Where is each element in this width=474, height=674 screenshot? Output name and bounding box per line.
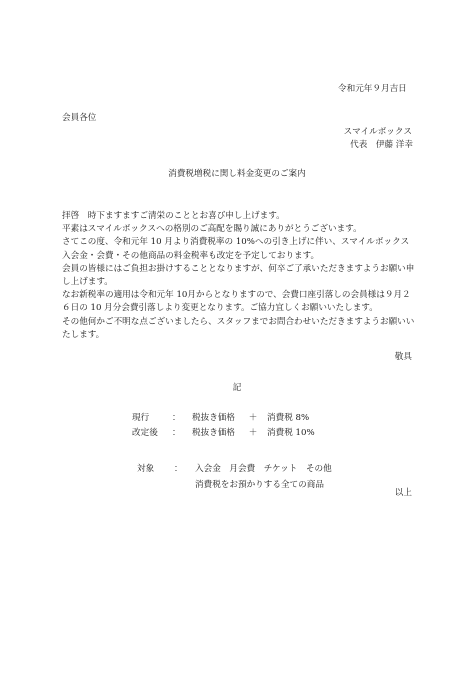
rate-base: 税抜き価格 <box>192 413 235 423</box>
body-paragraph-thanks: 平素はスマイルボックスへの格別のご高配を賜り誠にありがとうございます。 <box>62 224 362 235</box>
target-row <box>137 461 332 477</box>
rate-base: 税抜き価格 <box>192 428 235 438</box>
rate-label: 現行 <box>132 413 150 423</box>
rate-row-revised <box>132 426 315 441</box>
rate-tax: 消費税 8% <box>267 413 310 423</box>
rate-tax: 消費税 10% <box>267 428 315 438</box>
body-paragraph-announcement: さてこの度、令和元年 10 月より消費税率の 10%への引き上げに伴い、スマイルボックス入会金・会費・その他商品の料金税率も改定を予定しております。 <box>62 237 410 261</box>
rate-label: 改定後 <box>132 428 158 438</box>
closing-keigu: 敬具 <box>394 352 412 362</box>
rate-table <box>132 411 315 441</box>
rate-colon: ： <box>172 428 181 438</box>
rate-colon: ： <box>172 413 181 423</box>
document-date: 令和元年９月吉日 <box>338 84 407 94</box>
body-paragraph-schedule: なお新税率の適用は令和元年 10月からとなりますので、会費口座引落しの会員様は９月２６日の 10 月分会費引落しより変更となります。ご協力宜しくお願いいたします。 <box>62 290 411 314</box>
rate-row-current <box>132 411 315 426</box>
document-title: 消費税増税に関し料金変更のご案内 <box>168 169 306 179</box>
rate-plus: ＋ <box>248 428 258 438</box>
ki-heading: 記 <box>232 383 242 393</box>
target-section <box>137 461 332 493</box>
target-row-2 <box>137 477 332 493</box>
sender-company: スマイルボックス <box>343 127 412 137</box>
letter-body <box>62 210 416 342</box>
target-label: 対象 <box>137 464 155 474</box>
rate-plus: ＋ <box>248 413 258 423</box>
target-colon: ： <box>174 464 183 474</box>
target-items: 入会金 月会費 チケット その他 <box>195 464 332 474</box>
recipient: 会員各位 <box>62 113 97 123</box>
body-paragraph-contact: その他何かご不明な点ございましたら、スタッフまでお問合わせいただきますようお願いいたします。 <box>62 316 415 340</box>
body-paragraph-request: 会員の皆様にはご負担お掛けすることとなりますが、何卒ご了承いただきますようお願い申し上げます。 <box>62 263 415 288</box>
body-paragraph-greeting: 拝啓 時下ますますご清栄のこととお喜び申し上げます。 <box>62 211 285 221</box>
target-scope: 消費税をお預かりする全ての商品 <box>195 480 324 490</box>
sender-representative: 代表 伊藤 洋幸 <box>350 140 413 150</box>
closing-ijou: 以上 <box>394 488 412 498</box>
